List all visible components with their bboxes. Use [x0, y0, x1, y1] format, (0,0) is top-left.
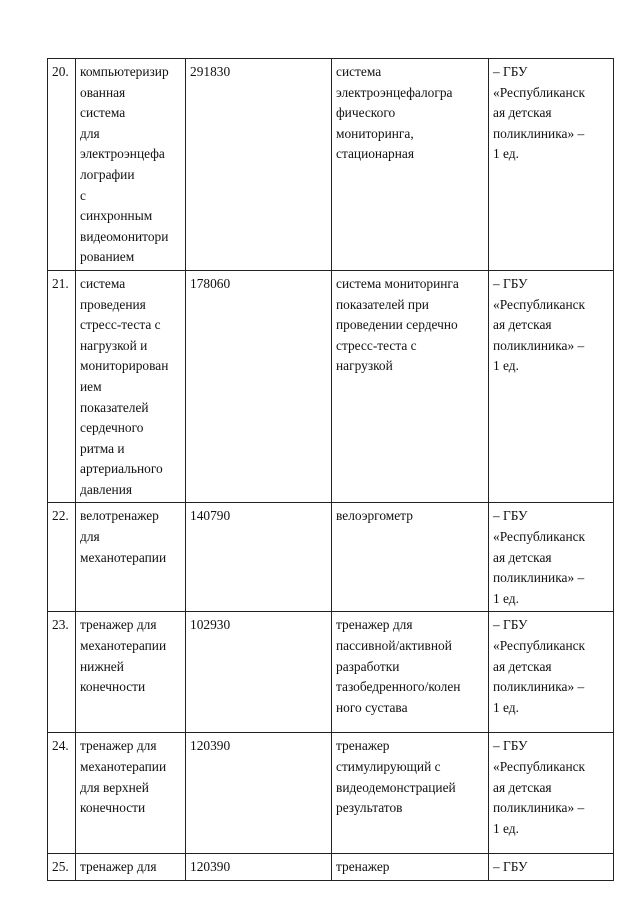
recipient-cell	[489, 733, 614, 854]
equipment-code: 120390	[190, 859, 231, 875]
equipment-name-cell	[76, 612, 186, 733]
equipment-name-line: компьютеризир	[80, 64, 169, 79]
recipient-line: поликлиника» –	[493, 570, 585, 586]
equipment-name-line: рованием	[80, 249, 135, 265]
equipment-type-line: показателей при	[336, 296, 429, 312]
equipment-type-line: тренажер	[336, 738, 390, 754]
equipment-name-cell	[76, 733, 186, 854]
equipment-name-line: для верхней	[80, 779, 149, 795]
recipient-line: поликлиника» –	[493, 679, 585, 695]
recipient-line: 1 ед.	[493, 358, 519, 374]
row-number: 23.	[52, 617, 69, 633]
row-number-cell	[48, 612, 76, 733]
equipment-name-line: для	[80, 125, 100, 141]
recipient-line: 1 ед.	[493, 146, 519, 162]
recipient-cell	[489, 59, 614, 271]
equipment-code-cell	[186, 270, 332, 503]
equipment-name-line: механотерапии	[80, 638, 167, 654]
equipment-name-line: механотерапии	[80, 759, 167, 775]
equipment-name-line: ием	[80, 378, 102, 394]
equipment-type-line: стресс-теста с	[336, 337, 417, 353]
recipient-line: ая детская	[493, 105, 552, 121]
recipient-cell	[489, 270, 614, 503]
recipient-line: поликлиника» –	[493, 800, 585, 816]
recipient-line: 1 ед.	[493, 820, 519, 836]
table-row	[48, 503, 614, 612]
table-row	[48, 854, 614, 881]
row-number: 21.	[52, 275, 69, 291]
equipment-name-line: стресс-теста с	[80, 317, 161, 333]
equipment-name-line: мониторирован	[80, 358, 169, 374]
equipment-type-cell	[332, 270, 489, 503]
equipment-type-cell	[332, 733, 489, 854]
recipient-line: – ГБУ	[493, 275, 528, 291]
recipient-line: 1 ед.	[493, 590, 519, 606]
equipment-type-line: стимулирующий с	[336, 759, 441, 775]
equipment-name-line: артериального	[80, 461, 163, 477]
equipment-name-line: для	[80, 529, 100, 545]
equipment-name-line: тренажер для	[80, 617, 157, 633]
equipment-type-line: разработки	[336, 658, 400, 674]
equipment-name-line: электроэнцефа	[80, 146, 165, 162]
equipment-type-cell	[332, 612, 489, 733]
recipient-line: «Республиканск	[493, 759, 586, 775]
equipment-name-line: система	[80, 105, 126, 121]
equipment-type-cell	[332, 59, 489, 271]
recipient-cell	[489, 854, 614, 881]
equipment-code: 178060	[190, 275, 231, 291]
recipient-line: – ГБУ	[493, 64, 528, 79]
row-number-cell	[48, 59, 76, 271]
equipment-name-line: велотренажер	[80, 508, 159, 524]
equipment-name-line: тренажер для	[80, 738, 157, 754]
recipient-line: – ГБУ	[493, 617, 528, 633]
equipment-name-line: ритма и	[80, 440, 125, 456]
equipment-type-line: тренажер для	[336, 617, 413, 633]
equipment-name-line: синхронным	[80, 208, 153, 224]
equipment-type-line: система мониторинга	[336, 275, 459, 291]
equipment-code-cell	[186, 854, 332, 881]
equipment-name-line: нагрузкой и	[80, 337, 148, 353]
recipient-line: поликлиника» –	[493, 337, 585, 353]
recipient-line: ая детская	[493, 658, 552, 674]
equipment-name-cell	[76, 854, 186, 881]
recipient-line: – ГБУ	[493, 508, 528, 524]
table-row	[48, 612, 614, 733]
row-number-cell	[48, 503, 76, 612]
recipient-cell	[489, 612, 614, 733]
equipment-type-line: результатов	[336, 800, 403, 816]
equipment-name-line: с	[80, 187, 86, 203]
recipient-line: 1 ед.	[493, 699, 519, 715]
row-number-cell	[48, 733, 76, 854]
equipment-name-cell	[76, 59, 186, 271]
recipient-line: «Республиканск	[493, 638, 586, 654]
equipment-table	[47, 58, 614, 881]
equipment-type-line: пассивной/активной	[336, 638, 452, 654]
table-row	[48, 270, 614, 503]
equipment-name-line: конечности	[80, 800, 146, 816]
equipment-name-line: конечности	[80, 679, 146, 695]
equipment-type-cell	[332, 854, 489, 881]
recipient-line: ая детская	[493, 779, 552, 795]
equipment-name-cell	[76, 270, 186, 503]
equipment-name-line: давления	[80, 481, 133, 497]
recipient-line: – ГБУ	[493, 859, 528, 875]
equipment-type-line: видеодемонстрацией	[336, 779, 456, 795]
equipment-code-cell	[186, 612, 332, 733]
equipment-code: 291830	[190, 64, 231, 79]
table-row	[48, 59, 614, 271]
equipment-name-line: нижней	[80, 658, 124, 674]
equipment-type-line: фического	[336, 105, 396, 121]
row-number: 24.	[52, 738, 69, 754]
equipment-type-line: велоэргометр	[336, 508, 413, 524]
equipment-name-line: лографии	[80, 166, 135, 182]
equipment-type-line: проведении сердечно	[336, 317, 458, 333]
equipment-code: 120390	[190, 738, 231, 754]
equipment-name-line: видеомонитори	[80, 228, 169, 244]
equipment-name-line: ованная	[80, 84, 126, 100]
equipment-code: 102930	[190, 617, 231, 633]
row-number: 22.	[52, 508, 69, 524]
equipment-type-cell	[332, 503, 489, 612]
equipment-code: 140790	[190, 508, 231, 524]
equipment-code-cell	[186, 733, 332, 854]
equipment-type-line: система	[336, 64, 382, 79]
equipment-type-line: электроэнцефалогра	[336, 84, 453, 100]
equipment-name-line: проведения	[80, 296, 146, 312]
equipment-name-line: механотерапии	[80, 549, 167, 565]
equipment-type-line: ного сустава	[336, 699, 408, 715]
equipment-type-line: мониторинга,	[336, 125, 414, 141]
recipient-line: поликлиника» –	[493, 125, 585, 141]
row-number: 20.	[52, 64, 69, 79]
table-row	[48, 733, 614, 854]
equipment-name-line: система	[80, 275, 126, 291]
recipient-line: «Республиканск	[493, 84, 586, 100]
equipment-name-cell	[76, 503, 186, 612]
equipment-type-line: тренажер	[336, 859, 390, 875]
recipient-line: ая детская	[493, 317, 552, 333]
recipient-line: – ГБУ	[493, 738, 528, 754]
equipment-table-body	[48, 59, 614, 881]
equipment-type-line: стационарная	[336, 146, 415, 162]
recipient-line: ая детская	[493, 549, 552, 565]
equipment-type-line: нагрузкой	[336, 358, 393, 374]
recipient-cell	[489, 503, 614, 612]
row-number-cell	[48, 854, 76, 881]
equipment-name-line: тренажер для	[80, 859, 157, 875]
recipient-line: «Республиканск	[493, 296, 586, 312]
equipment-name-line: показателей	[80, 399, 149, 415]
equipment-code-cell	[186, 59, 332, 271]
recipient-line: «Республиканск	[493, 529, 586, 545]
equipment-type-line: тазобедренного/колен	[336, 679, 461, 695]
row-number: 25.	[52, 859, 69, 875]
row-number-cell	[48, 270, 76, 503]
equipment-name-line: сердечного	[80, 420, 144, 436]
equipment-code-cell	[186, 503, 332, 612]
